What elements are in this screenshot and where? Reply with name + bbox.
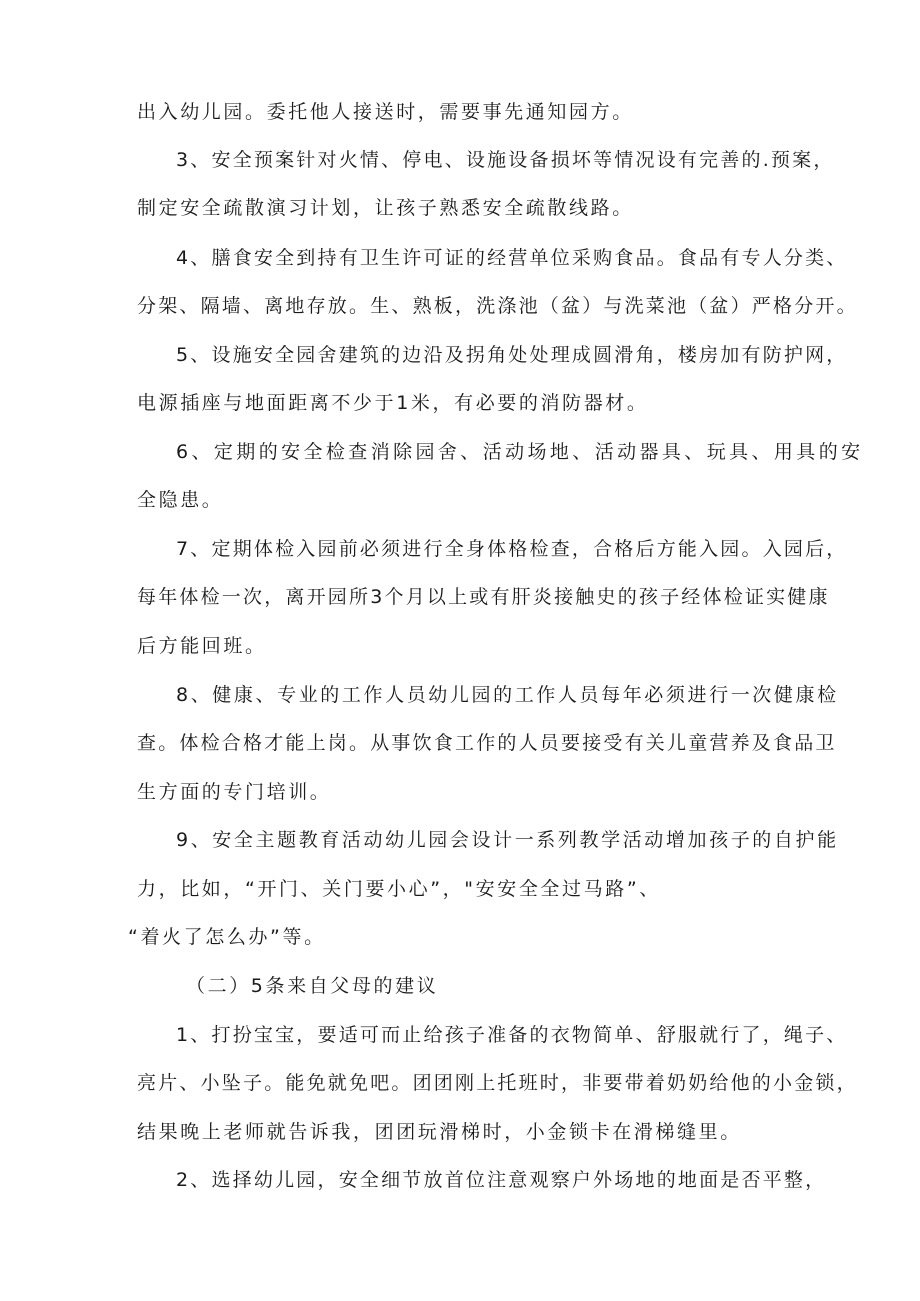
text-line: 分架、隔墙、离地存放。生、熟板，洗涤池（盆）与洗菜池（盆）严格分开。 bbox=[137, 295, 858, 317]
text-line: 亮片、小坠子。能免就免吧。团团刚上托班时，非要带着奶奶给他的小金锁， bbox=[137, 1072, 858, 1094]
text-line: 制定安全疏散演习计划，让孩子熟悉安全疏散线路。 bbox=[137, 197, 634, 219]
text-line: 8、健康、专业的工作人员幼儿园的工作人员每年必须进行一次健康检 bbox=[176, 684, 839, 706]
text-line: 全隐患。 bbox=[137, 489, 224, 511]
text-line: 查。体检合格才能上岗。从事饮食工作的人员要接受有关儿童营养及食品卫 bbox=[137, 732, 837, 754]
text-line: 2、选择幼儿园，安全细节放首位注意观察户外场地的地面是否平整， bbox=[176, 1169, 827, 1191]
text-line: 后方能回班。 bbox=[137, 635, 267, 657]
text-line: 4、膳食安全到持有卫生许可证的经营单位采购食品。食品有专人分类、 bbox=[176, 247, 848, 269]
text-line: 每年体检一次，离开园所3个月以上或有肝炎接触史的孩子经体检证实健康 bbox=[137, 586, 830, 608]
text-line: 7、定期体检入园前必须进行全身体格检查，合格后方能入园。入园后， bbox=[176, 538, 848, 560]
text-line: 9、安全主题教育活动幼儿园会设计一系列教学活动增加孩子的自护能 bbox=[176, 829, 839, 851]
text-line: 电源插座与地面距离不少于1米，有必要的消防器材。 bbox=[137, 392, 649, 414]
text-line: 结果晚上老师就告诉我，团团玩滑梯时，小金锁卡在滑梯缝里。 bbox=[137, 1121, 742, 1143]
text-line: “着火了怎么办”等。 bbox=[128, 926, 326, 948]
text-line: 生方面的专门培训。 bbox=[137, 781, 332, 803]
text-line: 6、定期的安全检查消除园舍、活动场地、活动器具、玩具、用具的安 bbox=[176, 441, 864, 463]
text-line: 3、安全预案针对火情、停电、设施设备损坏等情况设有完善的.预案， bbox=[176, 149, 835, 171]
text-line: 出入幼儿园。委托他人接送时，需要事先通知园方。 bbox=[137, 101, 634, 123]
text-line: 力，比如，“开门、关门要小心”，"安安全全过马路”、 bbox=[137, 878, 661, 900]
text-line: 5、设施安全园舍建筑的边沿及拐角处处理成圆滑角，楼房加有防护网， bbox=[176, 344, 848, 366]
text-line: 1、打扮宝宝，要适可而止给孩子准备的衣物简单、舒服就行了，绳子、 bbox=[176, 1024, 848, 1046]
section-heading: （二）5条来自父母的建议 bbox=[186, 975, 439, 997]
